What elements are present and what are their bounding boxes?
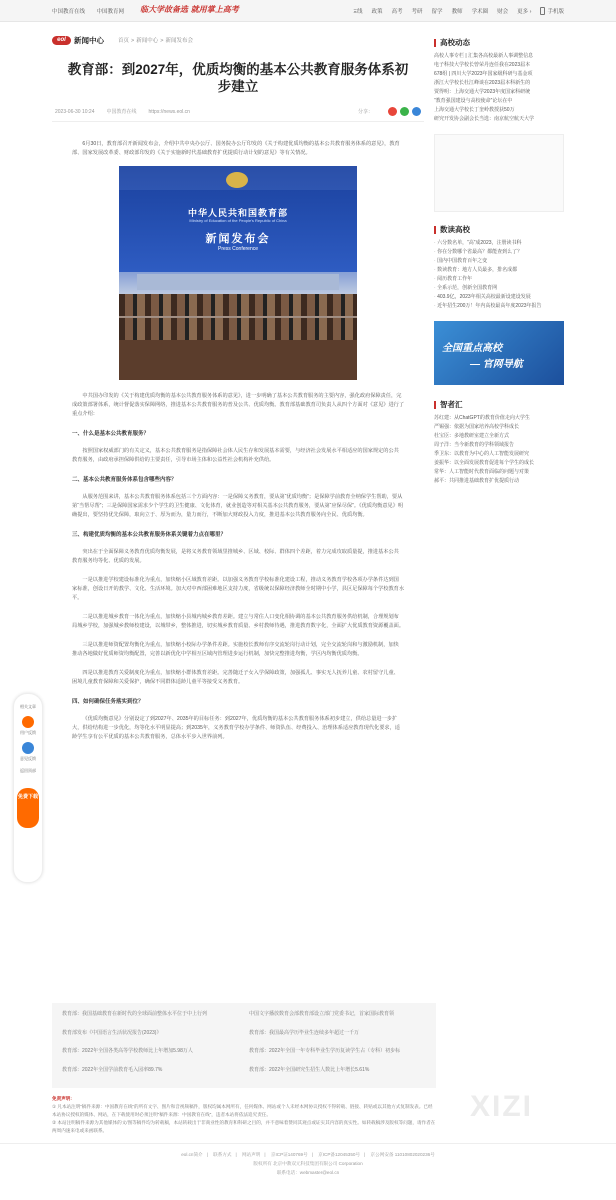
article-paragraph: 一是以推进学校建设标准化为重点，加快缩小区域教育差距。以加强义务教育学校标准化建设工程，推动义务教育学校各项办学条件达到国家标准，创设日开的教学、文化、生活环境。加大对中西部困难地区支持力度，省级统以保障经济教师全时期中小学，县区足保障每个学校教育水平。 bbox=[72, 577, 405, 601]
list-item[interactable]: 常华：人工智能时代教育面临的问题与对策 bbox=[434, 469, 530, 475]
article-paragraph: 从服务范围来讲，基本公共教育服务体系包括三个方面内容：一是保障义务教育，要从第“优质均衡”；是保障学前教育全纳保学生帮助，要从第“当帮尽帮”；三是保障国家需求少个学生的卫生健康、文化体育，就业创造等对相关基本公共教育服务，要从第“应保尽保”。《优质均衡意见》明确提出，要坚持优先保障，取向立于、厚为而为，量力而行，不断加大财政投入力度，推进基本公共教育服务向全民、优质均衡。 bbox=[72, 494, 404, 518]
footer-link[interactable]: 联系方式 bbox=[213, 1152, 232, 1157]
article-paragraph: 6月30日，教育部召开新闻发布会，介绍中共中央办公厅、国务院办公厅印发的《关于构建优质均衡的基本公共教育服务体系的意见》，教育部、国家发展改革委、财政部印发的《关于实施新时代基础教育扩优提质行动计划的意见》等有关情况。 bbox=[72, 141, 400, 156]
related-link[interactable]: 教育部：2022年全国一年专科毕业生学历复读学生占（专科）初步标 bbox=[249, 1048, 401, 1054]
top-link-eol[interactable]: 中国教育在线 bbox=[52, 8, 86, 15]
photo-event-en: Press Conference bbox=[217, 246, 259, 252]
list-item[interactable]: 高校人事专栏 | 汇集各高校最新人事调整信息 bbox=[434, 53, 534, 59]
wechat-share-icon[interactable] bbox=[400, 107, 409, 116]
list-item[interactable]: 周子洋：当今新教育的学科领域报告 bbox=[434, 442, 515, 448]
breadcrumb-home[interactable]: 首页 bbox=[118, 38, 130, 44]
top-link-eol-net[interactable]: 中国教育网 bbox=[96, 8, 125, 15]
list-item[interactable]: · 近年招生200万！年内高校最高年度2023年报告 bbox=[434, 302, 564, 311]
footer-links: eol.cn简介 | 联系方式 | 网站声明 | 京ICP证140769号 | 京ICP备12045350号 | 京公网安备 11010802020236号 bbox=[181, 1152, 435, 1157]
banner-text: — 官网导航 bbox=[470, 359, 523, 370]
top-nav-more[interactable]: 更多 › bbox=[517, 9, 532, 15]
article-source: 中国教育在线 bbox=[106, 109, 137, 115]
top-nav-item[interactable]: 政策 bbox=[371, 9, 383, 15]
sidebar-heading: 数读高校 bbox=[434, 226, 564, 234]
article-paragraph: 二是以推进城乡教育一体化为重点，加快缩小县城内城乡教育差距。建立与常住人口变化相协调的基本公共教育服务供给机制，合理规划布局城乡学校，加强城乡教师校建设，以城带乡，整体推进，切实城乡教育质量、乡村教师待遇，推进教育数字化，全面扩大优质教育资源覆盖面。 bbox=[72, 614, 405, 629]
phone-icon bbox=[540, 7, 545, 15]
article-meta bbox=[52, 107, 424, 116]
article-paragraph: 《优质均衡意见》分别设定了到2027年、2035年的目标任务：到2027年，优质均衡的基本公共教育服务体系初步建立，供给总量进一步扩大，供给结构进一步优化，均等化水平明显提高；到2035年，义务教育学校办学条件、师资队伍、经费投入、治理体系适应教育现代化要求，适龄学生享有公平优质的基本公共教育服务，总体水平步入世界前列。 bbox=[72, 716, 400, 740]
floatbar-label: 意见反馈 bbox=[20, 756, 36, 761]
ad-placeholder bbox=[434, 134, 564, 212]
top-nav-item[interactable]: 留学 bbox=[431, 9, 443, 15]
article bbox=[52, 55, 424, 742]
key-university-banner[interactable] bbox=[434, 321, 564, 385]
share-bar bbox=[358, 107, 421, 116]
article-heading: 一、什么是基本公共教育服务？ bbox=[72, 431, 150, 437]
data-news-list bbox=[434, 239, 564, 311]
top-nav-item[interactable]: 财会 bbox=[497, 9, 509, 15]
top-nav-item[interactable]: 教师 bbox=[451, 9, 463, 15]
list-item[interactable]: 郝平：共同推进基础教育扩优提质行动 bbox=[434, 478, 520, 484]
top-nav-item[interactable]: 学术圈 bbox=[471, 9, 489, 15]
disclaimer-text: ① 凡本站注明“稿件来源：中国教育在线”的所有文字、图片和音视频稿件，版权均属本网所有，任何媒体、网站或个人未经本网协议授权不得转载、链接、转贴或以其他方式复制发表。已经本站协议授权的媒体、网站，在下载使用时必须注明“稿件来源：中国教育在线”，违者本站将依法追究责任。 bbox=[52, 1104, 433, 1117]
article-paragraph: 中共国办印发的《关于构建优质均衡的基本公共教育服务体系的意见》，进一步明确了基本公共教育服务的主要内容，强化政府保障责任，完成政策部署体系，统计督促落实保障网络，推进基本公共教育服务的普及公共、优质均衡。教育部基础教育司负责人从四个方面对《意见》进行了重点介绍： bbox=[72, 393, 405, 417]
list-item[interactable]: · 你在分数哪个省最高？都能查到么了？ bbox=[434, 248, 564, 257]
article-heading: 二、基本公共教育服务体系包含哪些内容？ bbox=[72, 477, 177, 483]
page-header bbox=[52, 32, 424, 48]
footer bbox=[0, 1143, 616, 1200]
list-item[interactable]: 研究开发协会副会长当选：南京航空航天大学 bbox=[434, 116, 535, 122]
list-item[interactable]: · 国内中国教育百年之变 bbox=[434, 257, 564, 266]
top-nav-item[interactable]: 考研 bbox=[411, 9, 423, 15]
disclaimer-text: ② 本站注明稿件来源为其他媒体的文/图等稿件均为转载稿，本站转载出于非商业性的教育和科研之目的，并不意味着赞同其观点或证实其内容的真实性。如转载稿涉及版权等问题，请作者在两周内速来电或来函联系。 bbox=[52, 1120, 436, 1133]
related-link[interactable]: 教育部：我国基础教育在新时代的全球面前整体水平位于中上行列 bbox=[62, 1011, 208, 1017]
share-label: 分享： bbox=[357, 109, 373, 115]
photo-subtitle: Ministry of Education of the People's Republic of China bbox=[189, 218, 287, 223]
breadcrumb: 首页 > 新闻中心 > 新闻发布会 bbox=[118, 38, 193, 44]
list-item[interactable]: · 403.9亿，2023年相关高校最新设建设发展 bbox=[434, 293, 564, 302]
article-paragraph: 突出在于全面保障义务教育优质均衡发展，是将义务教育领域里推城乡、区域、校际、群体四个差距，着力完成攻取质量提，推进基本公共教育服务均等化、优质的发展。 bbox=[72, 549, 399, 564]
related-link[interactable]: 教育部：2022年全国研究生招生人数比上年增长5.61% bbox=[249, 1066, 370, 1073]
top-nav bbox=[353, 7, 564, 15]
footer-link[interactable]: eol.cn简介 bbox=[181, 1152, 203, 1157]
top-nav-item[interactable]: Ξ线 bbox=[353, 9, 363, 15]
article-url: https://news.eol.cn bbox=[148, 108, 190, 115]
list-item[interactable]: 杜宝臣：多地教研室建立全新方式 bbox=[434, 433, 510, 439]
audience-front bbox=[119, 340, 357, 380]
article-heading: 四、如何确保任务落实到位？ bbox=[72, 699, 144, 705]
list-item[interactable]: · 六分数名单，“高”成2023，注册读书科 bbox=[434, 239, 564, 248]
feedback-button[interactable] bbox=[20, 716, 36, 736]
campus-news-list bbox=[434, 52, 564, 124]
mobile-version-link[interactable] bbox=[540, 7, 564, 15]
channel-name: 新闻中心 bbox=[74, 35, 104, 45]
mobile-version-label: 手机版 bbox=[547, 9, 564, 15]
top-bar bbox=[0, 0, 616, 22]
sidebar bbox=[434, 39, 564, 486]
list-item[interactable]: 电子科技大学校长曾荣丹连任我在2023届本 bbox=[434, 62, 531, 68]
divider bbox=[52, 121, 424, 122]
top-slogan[interactable]: 临大学故备选 就用掌上高考 bbox=[140, 4, 239, 14]
banner-text: 全国重点高校 bbox=[442, 343, 502, 354]
xizi-watermark: XIZI bbox=[470, 1090, 534, 1123]
list-item[interactable]: 贾得明：上海交通大学2023年度国家科研统 bbox=[434, 89, 531, 95]
sidebar-heading: 高校动态 bbox=[434, 39, 564, 47]
weibo-share-icon[interactable] bbox=[388, 107, 397, 116]
related-link[interactable]: 教育部：我国最高学历毕业生连续多年超过一千万 bbox=[249, 1029, 360, 1036]
footer-link[interactable]: 网站声明 bbox=[242, 1152, 261, 1157]
user-icon bbox=[22, 716, 34, 728]
footer-contact: 联系电话：webmaster@eol.cn bbox=[276, 1170, 340, 1175]
list-item[interactable]: · 数读教育：地方人员最多，排名成都 bbox=[434, 266, 564, 275]
press-conference-photo bbox=[119, 166, 357, 380]
footer-icp: 京公网安备 11010802020236号 bbox=[370, 1152, 435, 1157]
eol-logo-icon: eol bbox=[52, 36, 71, 45]
list-item[interactable]: 678组 | 四川大学2023年国家级科研与基金项 bbox=[434, 71, 533, 77]
floatbar-label: 返回顶部 bbox=[20, 768, 36, 773]
audience-row bbox=[119, 294, 357, 316]
list-item[interactable]: 上海交通大学校长丁奎岭教授获50万 bbox=[434, 107, 515, 113]
related-link[interactable]: 教育部：2022年全国学前教育毛入园率89.7% bbox=[62, 1066, 163, 1073]
top-left-links bbox=[52, 7, 134, 15]
footer-icp: 京ICP备12045350号 bbox=[318, 1152, 361, 1157]
comment-icon bbox=[22, 742, 34, 754]
list-item[interactable]: 严锡强：依据为国家培养高校学科成长 bbox=[434, 424, 520, 430]
list-item[interactable]: 姜振华：以全面发展教育促进每个学生的成长 bbox=[434, 460, 535, 466]
list-item[interactable]: 季卫东：以教育为中心的人工智能发展研究 bbox=[434, 451, 530, 457]
audience-row bbox=[119, 318, 357, 340]
podium-table bbox=[137, 274, 339, 290]
disclaimer-heading: 免责声明: bbox=[52, 1096, 72, 1101]
related-articles-button[interactable] bbox=[20, 704, 36, 710]
sidebar-heading: 智者汇 bbox=[434, 401, 564, 409]
disclaimer bbox=[52, 1095, 436, 1135]
list-item[interactable]: · 全系示范，创新全国教育网 bbox=[434, 284, 564, 293]
footer-copyright: 版权所有 北京中教双元科技集团有限公司 Corporation bbox=[253, 1161, 363, 1166]
list-item[interactable]: · 阅历教育工作年 bbox=[434, 275, 564, 284]
article-title: 教育部：到2027年，优质均衡的基本公共教育服务体系初步建立 bbox=[67, 62, 409, 94]
floating-toolbar bbox=[13, 693, 43, 883]
site-logo[interactable] bbox=[52, 35, 104, 46]
related-link[interactable]: 教育部发布《中国语言生活状况报告(2023)》 bbox=[62, 1029, 162, 1036]
breadcrumb-news[interactable]: 新闻中心 bbox=[136, 38, 159, 44]
top-nav-item[interactable]: 高考 bbox=[391, 9, 403, 15]
national-emblem-icon bbox=[226, 172, 248, 188]
list-item[interactable]: 浙江大学校长杜江峰谈在2023届本科新生的 bbox=[434, 80, 531, 86]
related-articles bbox=[52, 1003, 436, 1088]
article-paragraph: 四是以推进教育关爱制度化为重点，加快缩小群体教育差距。完善随迁子女入学保障政策，加强孤儿、事实无人抚养儿童、农村留守儿童、困境儿童教育保障和关爱保护，确保不同群体适龄儿童平等接受义务教育。 bbox=[72, 670, 399, 685]
list-item[interactable]: 苏红建：从ChatGPT的教育价值走向大学生 bbox=[434, 415, 530, 421]
floatbar-label: 相关文章 bbox=[20, 704, 36, 709]
article-paragraph: 按照国家权威部门的有关定义，基本公共教育服务是指保障社会体人民生存和发展基本需要，与经济社会发展水平相适应的国家规定的公共教育服务，由政府承担保障供给的主要责任，引导市场主体和公益性社会机构补充供给。 bbox=[72, 448, 399, 463]
footer-icp: 京ICP证140769号 bbox=[270, 1152, 308, 1157]
free-download-button[interactable]: 免费下载 bbox=[17, 788, 39, 828]
back-to-top-button[interactable] bbox=[20, 768, 36, 774]
photo-event: 新闻发布会 bbox=[205, 233, 271, 245]
floatbar-label: 用户反馈 bbox=[20, 730, 36, 735]
qq-share-icon[interactable] bbox=[412, 107, 421, 116]
article-paragraph: 三是以推进师资配置均衡化为重点，加快缩小校际办学条件差距。实施校长教师有序交流轮岗行动计划，完全交流轮岗和与激励机制，加快推动各地做好优质师资均衡配置，完善以新优化中学相互区域内管理进步运行机制，加快完整推进均衡，学区内均衡优质均衡。 bbox=[72, 642, 399, 657]
related-link[interactable]: 教育部：2022年全国各类高等学校教师比上年增加5.98万人 bbox=[62, 1048, 193, 1054]
related-link[interactable]: 中国文字播放数育会部教育部设立部门党委书记，首家国际教育领 bbox=[249, 1011, 395, 1017]
suggest-button[interactable] bbox=[20, 742, 36, 762]
article-heading: 三、构建优质均衡的基本公共教育服务体系关键着力点在哪里？ bbox=[72, 532, 227, 538]
photo-title: 中华人民共和国教育部 bbox=[187, 208, 288, 218]
breadcrumb-press[interactable]: 新闻发布会 bbox=[165, 38, 193, 44]
expert-list bbox=[434, 414, 564, 486]
list-item[interactable]: “教育强国建设与高校使命”论坛在中 bbox=[434, 98, 513, 104]
article-date: 2023-06-30 10:24 bbox=[55, 108, 95, 115]
